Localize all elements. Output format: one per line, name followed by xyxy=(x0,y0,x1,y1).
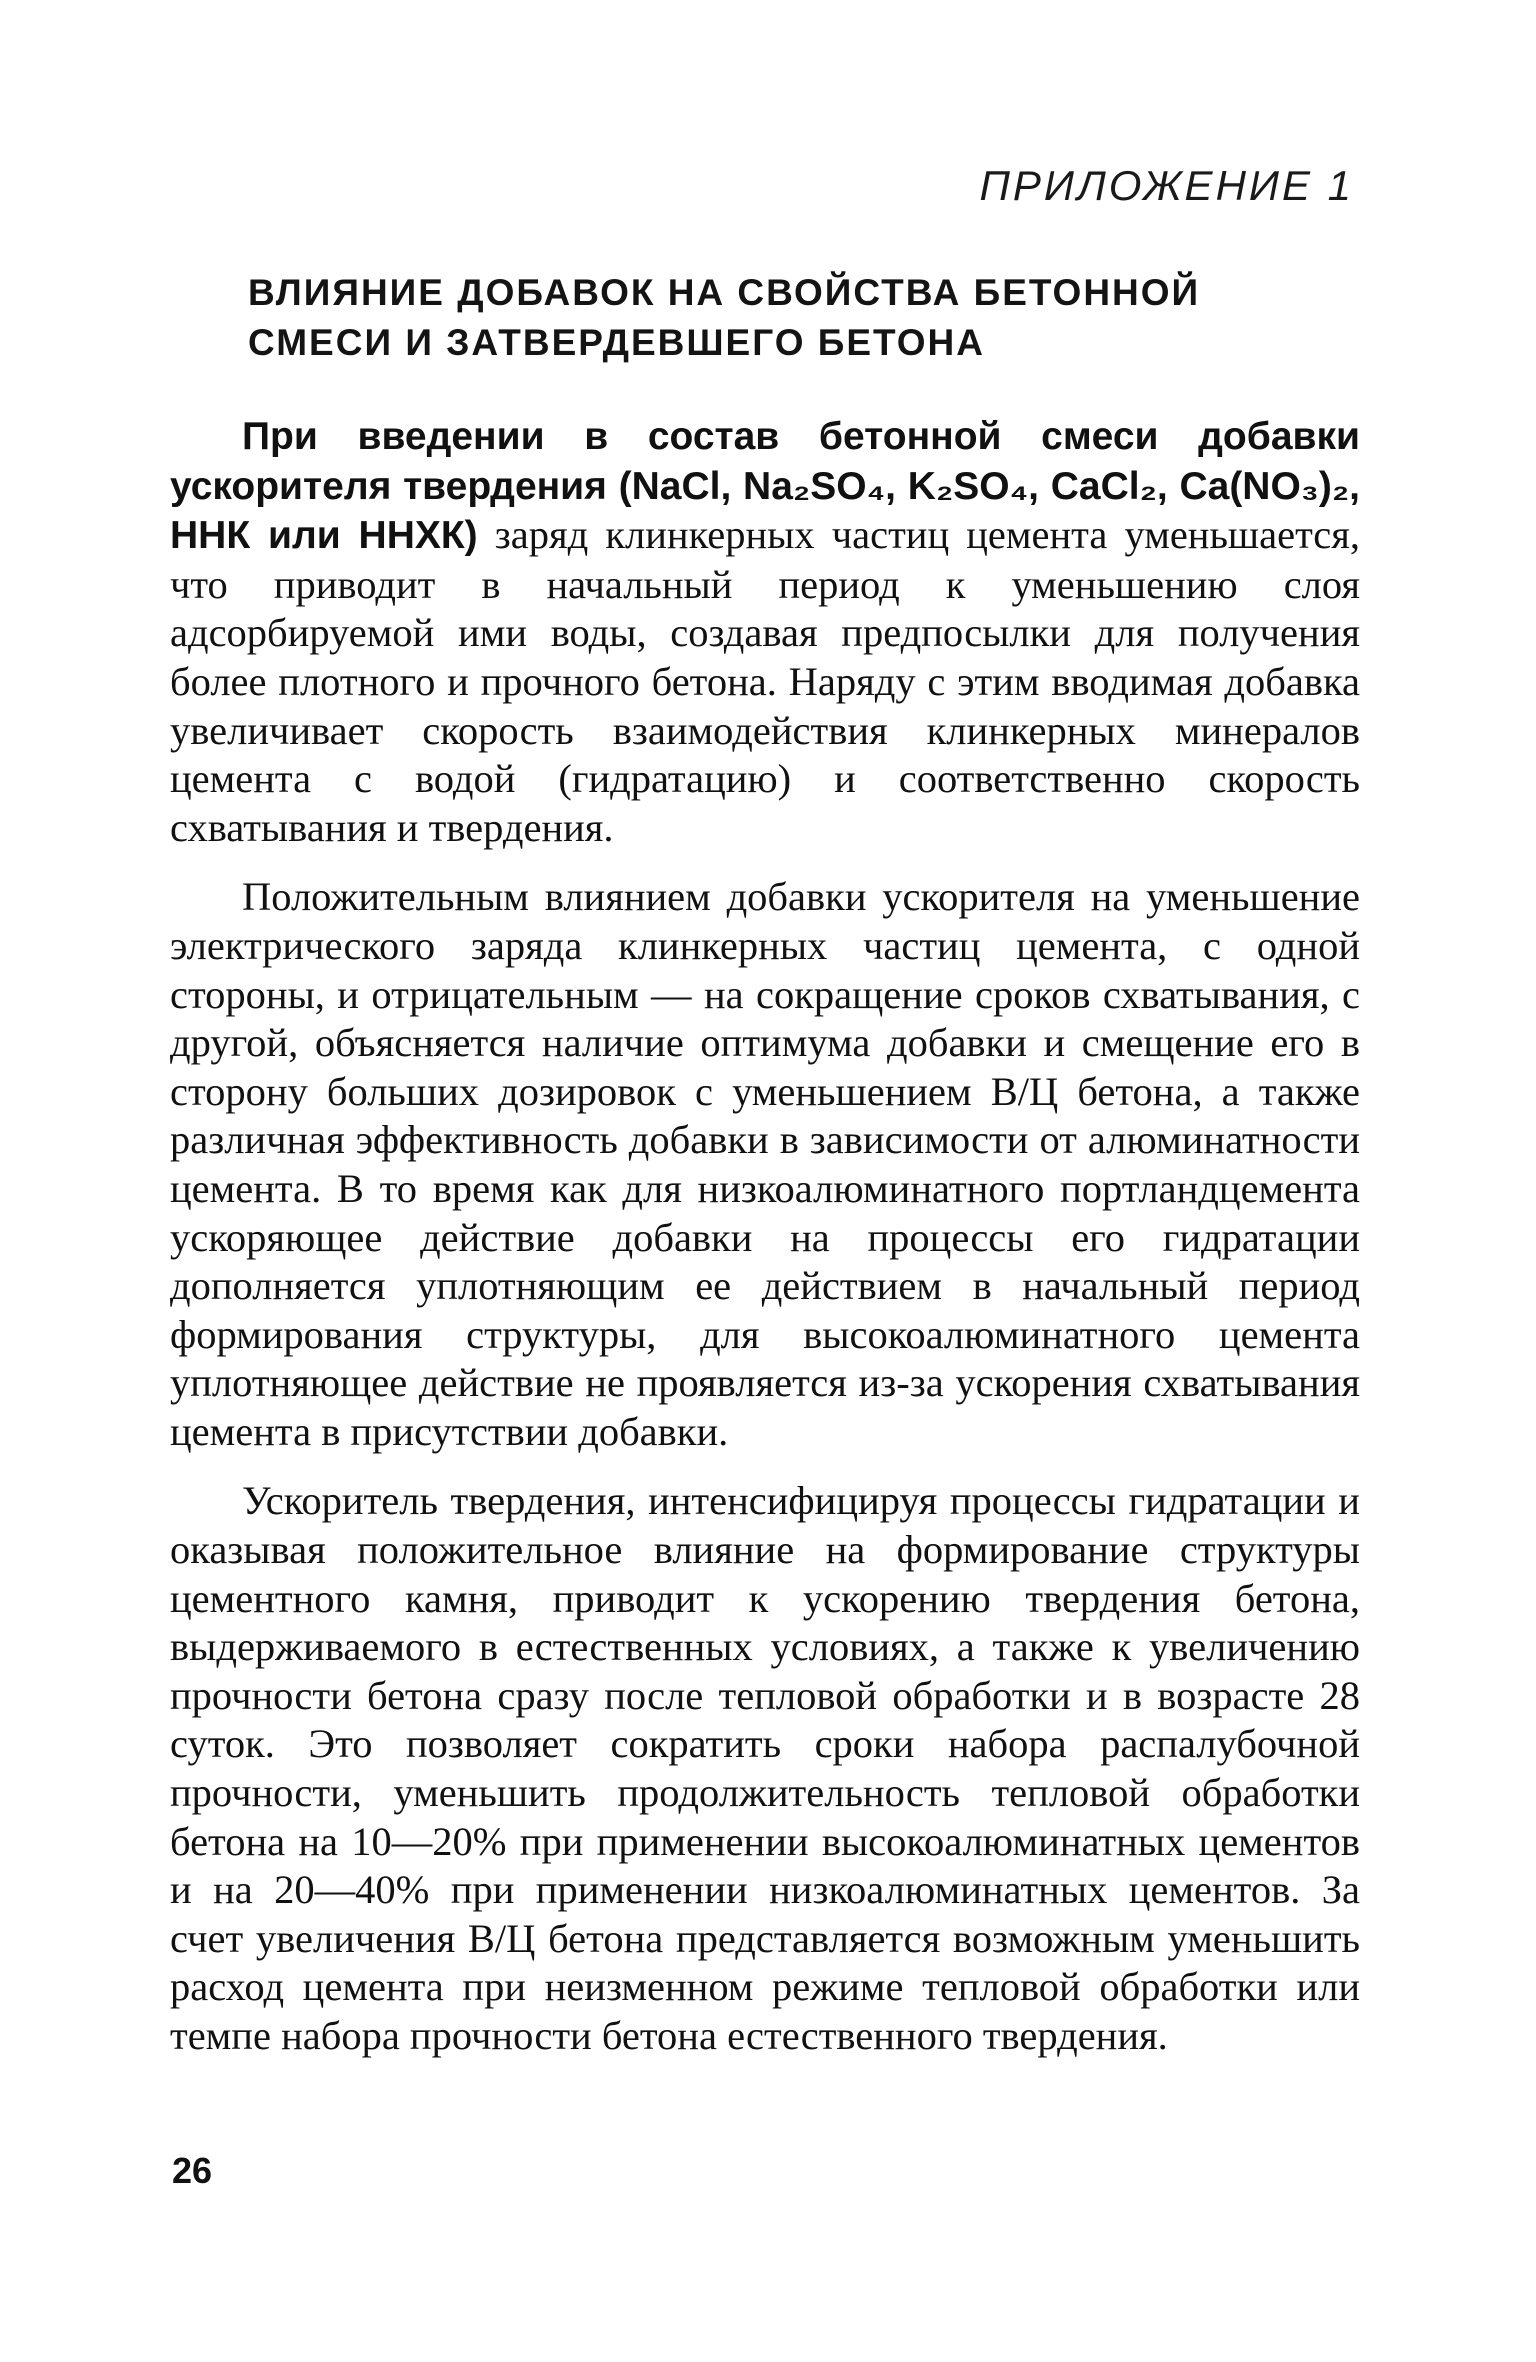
paragraph-2: Положительным влиянием добавки ускорителя на уменьшение электрического заряда клинкерных частиц цемента, с одной стороны, и отрицательным — на сокращение сроков схватывания, с другой, объясняется наличие оптимума добавки и смещение его в сторону больших дозировок с уменьшением В/Ц бетона, а также различная эффективность добавки в зависимости от алюминатности цемента. В то время как для низкоалюминатного портландцемента ускоряющее действие добавки на процессы его гидратации дополняется уплотняющим ее действием в начальный период формирования структуры, для высокоалюминатного цемента уплотняющее действие не проявляется из-за ускорения схватывания цемента в присутствии добавки. xyxy=(170,874,1360,1454)
paragraph-3: Ускоритель твердения, интенсифицируя процессы гидратации и оказывая положительное влияние на формирование структуры цементного камня, приводит к ускорению твердения бетона, выдерживаемого в естественных условиях, а также к увеличению прочности бетона сразу после тепловой обработки и в возрасте 28 суток. Это позволяет сократить сроки набора распалубочной прочности, уменьшить продолжительность тепловой обработки бетона на 10—20% при применении высокоалюминатных цементов и на 20—40% при применении низкоалюминатных цементов. За счет увеличения В/Ц бетона представляется возможным уменьшить расход цемента при неизменном режиме тепловой обработки или темпе набора прочности бетона естественного твердения. xyxy=(170,1478,1360,2058)
page-number: 26 xyxy=(172,2150,213,2191)
paragraph-1-text: заряд клинкерных частиц цемента уменьшается, что приводит в начальный период к уменьшению слоя адсорбируемой ими воды, создавая предпосылки для получения более плотного и прочного бетона. Наряду с этим вводимая добавка увеличивает скорость взаимодействия клинкерных минералов цемента с водой (гидратацию) и соответственно скорость схватывания и твердения. xyxy=(170,512,1360,850)
appendix-label: ПРИЛОЖЕНИЕ 1 xyxy=(979,162,1354,209)
section-title-line-2: СМЕСИ И ЗАТВЕРДЕВШЕГО БЕТОНА xyxy=(248,322,985,363)
paragraph-1 xyxy=(170,412,1360,852)
paragraph-1-bold-lead: При введении в состав бетонной смеси добавки ускорителя твердения (NaCl, Na₂SO₄, K₂SO₄, CaCl₂, Ca(NO₃)₂, ННК или ННХК) xyxy=(170,415,1360,558)
body-text xyxy=(170,412,1360,2082)
section-title xyxy=(248,268,1248,368)
document-page xyxy=(170,150,1360,2200)
section-title-line-1: ВЛИЯНИЕ ДОБАВОК НА СВОЙСТВА БЕТОННОЙ xyxy=(248,272,1201,313)
